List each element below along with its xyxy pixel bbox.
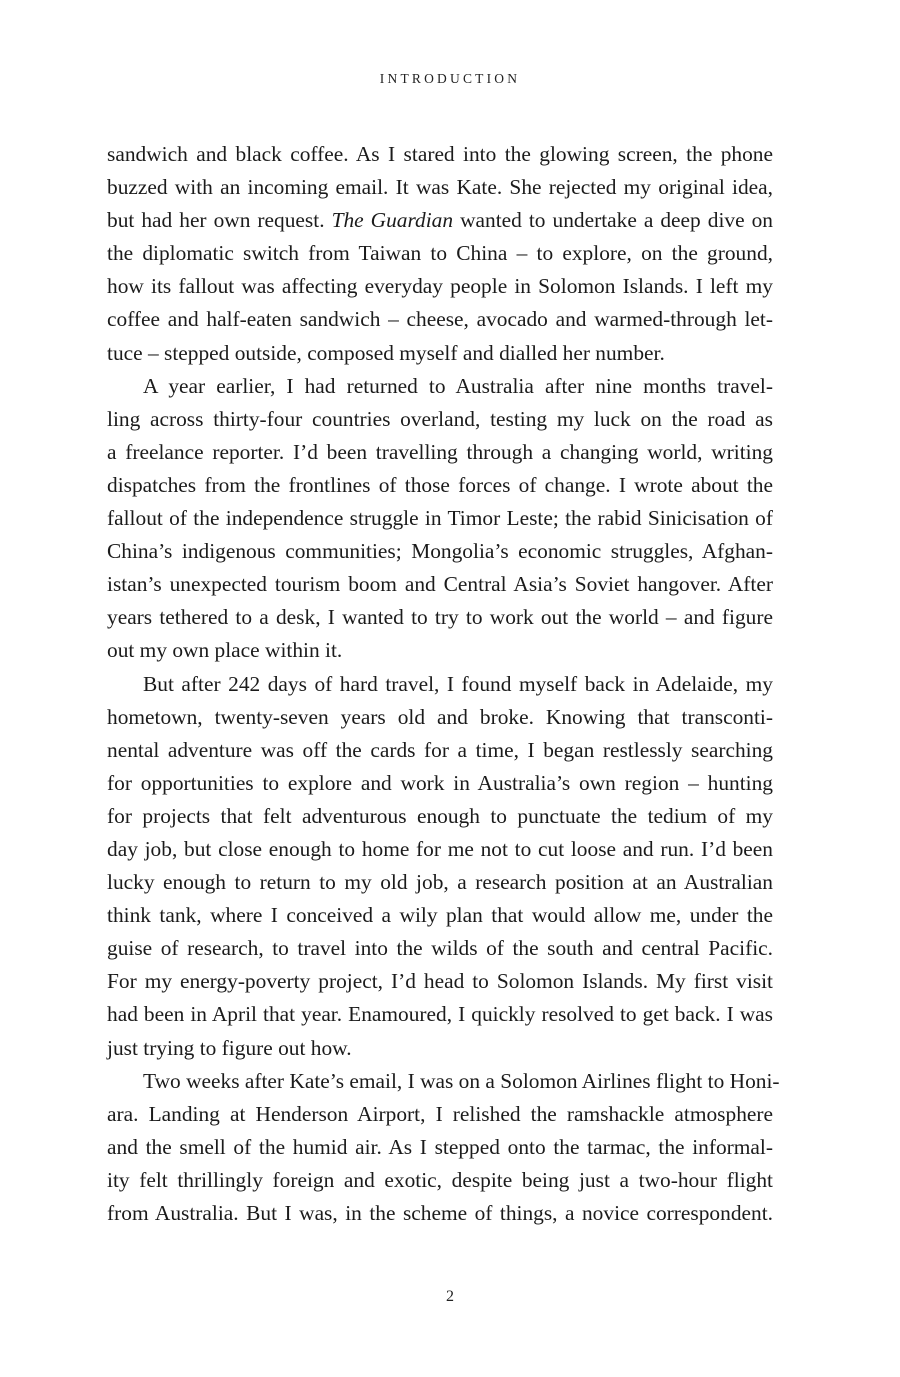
text-line: for projects that felt adventurous enough to punctuate the tedium of my	[107, 803, 773, 828]
publication-title: The Guardian	[331, 208, 454, 233]
text-line: the diplomatic switch from Taiwan to China – to explore, on the ground,	[107, 241, 773, 266]
text-line: buzzed with an incoming email. It was Kate. She rejected my original idea,	[107, 175, 773, 200]
text-line: China’s indigenous communities; Mongolia’s economic struggles, Afghan-	[107, 539, 773, 564]
text-line: for opportunities to explore and work in Australia’s own region – hunting	[107, 770, 773, 795]
page-number: 2	[446, 1288, 454, 1305]
text-line: years tethered to a desk, I wanted to try to work out the world – and figure	[107, 605, 773, 630]
text-line: how its fallout was affecting everyday people in Solomon Islands. I left my	[107, 274, 773, 299]
text-line: nental adventure was off the cards for a time, I began restlessly searching	[107, 737, 773, 762]
text-line: ity felt thrillingly foreign and exotic, despite being just a two-hour flight	[107, 1167, 773, 1192]
paragraph	[107, 370, 773, 668]
text-line: For my energy-poverty project, I’d head to Solomon Islands. My first visit	[107, 969, 773, 994]
text-line: out my own place within it.	[107, 638, 343, 663]
text-line: ling across thirty-four countries overland, testing my luck on the road as	[107, 406, 773, 431]
text-line: hometown, twenty-seven years old and broke. Knowing that transconti-	[107, 704, 773, 729]
text-run: wanted to undertake a deep dive on	[453, 208, 773, 233]
text-line: dispatches from the frontlines of those forces of change. I wrote about the	[107, 472, 773, 497]
text-line: fallout of the independence struggle in Timor Leste; the rabid Sinicisation of	[107, 506, 773, 531]
paragraph	[107, 668, 773, 1065]
text-line: from Australia. But I was, in the scheme of things, a novice correspondent.	[107, 1201, 773, 1225]
text-line: istan’s unexpected tourism boom and Central Asia’s Soviet hangover. After	[107, 572, 773, 597]
paragraph	[107, 138, 773, 370]
text-line: day job, but close enough to home for me not to cut loose and run. I’d been	[107, 836, 773, 861]
text-line: But after 242 days of hard travel, I found myself back in Adelaide, my	[143, 671, 773, 696]
running-head: INTRODUCTION	[379, 71, 521, 86]
text-line	[107, 204, 773, 237]
text-line: had been in April that year. Enamoured, I quickly resolved to get back. I was	[107, 1002, 773, 1027]
text-line: sandwich and black coffee. As I stared into the glowing screen, the phone	[107, 142, 773, 166]
text-line: and the smell of the humid air. As I stepped onto the tarmac, the informal-	[107, 1134, 773, 1159]
body-text	[107, 138, 780, 1230]
text-line: guise of research, to travel into the wilds of the south and central Pacific.	[107, 936, 773, 961]
text-run: but had her own request.	[107, 208, 332, 233]
text-line: coffee and half-eaten sandwich – cheese, avocado and warmed-through let-	[107, 307, 773, 332]
text-line: ara. Landing at Henderson Airport, I relished the ramshackle atmosphere	[107, 1101, 773, 1126]
text-line: A year earlier, I had returned to Australia after nine months travel-	[143, 373, 773, 398]
text-line: a freelance reporter. I’d been travelling through a changing world, writing	[107, 439, 773, 464]
text-line: lucky enough to return to my old job, a research position at an Australian	[107, 870, 773, 895]
text-line: just trying to figure out how.	[107, 1035, 352, 1060]
paragraph	[107, 1065, 780, 1230]
text-line: Two weeks after Kate’s email, I was on a Solomon Airlines flight to Honi-	[143, 1068, 780, 1093]
text-line: tuce – stepped outside, composed myself and dialled her number.	[107, 340, 665, 365]
text-line: think tank, where I conceived a wily plan that would allow me, under the	[107, 903, 773, 928]
